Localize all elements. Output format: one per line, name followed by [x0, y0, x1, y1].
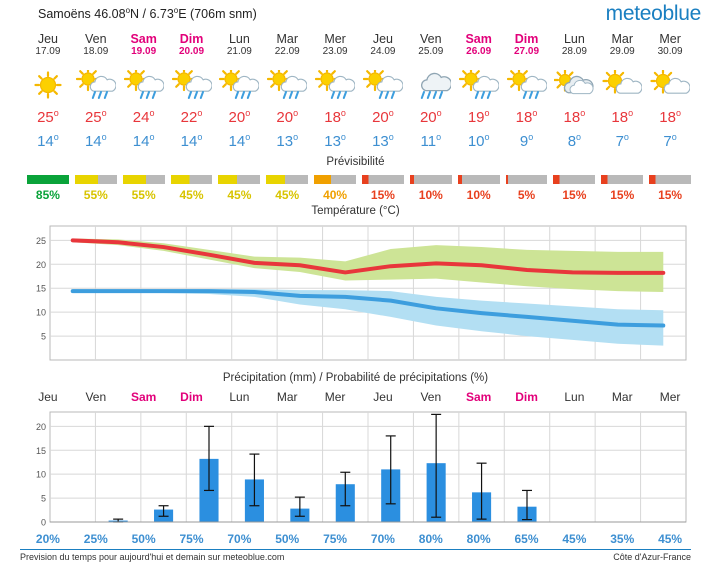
precipitation-day-label: Dim	[180, 390, 203, 404]
precipitation-day-label: Jeu	[373, 390, 393, 404]
partly-sunny-icon	[646, 70, 694, 104]
predictability-bar-fill	[458, 175, 500, 184]
day-date: 23.09	[322, 46, 348, 57]
max-temperature-value	[311, 108, 359, 126]
min-temperature-number: 11	[420, 133, 437, 150]
day-date: 20.09	[178, 46, 205, 57]
day-name: Jeu	[372, 32, 394, 46]
day-headers-row	[24, 32, 694, 58]
max-temperature-number: 18	[515, 109, 533, 126]
day-date: 26.09	[466, 46, 492, 57]
degree-symbol: o	[293, 132, 299, 142]
day-date: 21.09	[226, 46, 252, 57]
location-name: Samoëns 46.08	[38, 7, 126, 22]
day-header[interactable]	[215, 32, 263, 58]
min-temperature-number: 13	[324, 133, 341, 150]
min-temperature-number: 14	[37, 133, 54, 150]
predictability-value: 10%	[466, 188, 491, 202]
page-footer	[0, 552, 711, 562]
min-temperature-value	[598, 132, 646, 150]
temperature-chart-svg	[24, 220, 694, 368]
footer-right-text: Côte d'Azur-France	[613, 552, 691, 562]
page-header	[0, 0, 711, 28]
location-longitude: N / 6.73	[130, 7, 174, 22]
degree-symbol: o	[245, 108, 251, 118]
day-header[interactable]	[407, 32, 455, 58]
day-header[interactable]	[550, 32, 598, 58]
predictability-value: 55%	[131, 188, 156, 202]
precipitation-probability-value: 50%	[131, 532, 156, 546]
max-temperature-value	[407, 108, 455, 126]
precipitation-chart-title: Précipitation (mm) / Probabilité de précipitations (%)	[222, 372, 489, 384]
day-date: 30.09	[657, 46, 683, 57]
footer-divider	[20, 549, 691, 550]
precipitation-day-label: Mar	[611, 390, 633, 404]
predictability-value: 45%	[179, 188, 204, 202]
day-date: 28.09	[561, 46, 587, 57]
day-name: Ven	[420, 32, 442, 46]
max-temperature-number: 18	[611, 109, 629, 126]
min-temperature-value	[168, 132, 216, 150]
partly-sunny-shower-icon	[311, 70, 359, 104]
degree-symbol: o	[53, 108, 59, 118]
day-name: Dim	[514, 32, 539, 46]
day-name: Mar	[276, 32, 298, 46]
day-date: 19.09	[131, 46, 157, 57]
day-date: 24.09	[370, 46, 396, 57]
predictability-bar-fill	[410, 175, 452, 184]
day-header[interactable]	[72, 32, 120, 58]
degree-symbol: o	[528, 132, 534, 142]
sunny-icon	[24, 70, 72, 104]
max-temperature-value	[72, 108, 120, 126]
day-name: Ven	[85, 32, 107, 46]
degree-symbol: o	[101, 108, 107, 118]
degree-symbol: o	[576, 132, 582, 142]
degree-symbol: o	[675, 108, 681, 118]
partly-sunny-shower-icon	[120, 70, 168, 104]
predictability-bar	[215, 172, 263, 186]
partly-sunny-shower-icon	[359, 70, 407, 104]
degree-symbol: o	[623, 132, 629, 142]
predictability-value: 15%	[658, 188, 683, 202]
max-temperature-value	[503, 108, 551, 126]
day-name: Sam	[130, 32, 157, 46]
day-header[interactable]	[168, 32, 216, 58]
day-header[interactable]	[646, 32, 694, 58]
partly-sunny-icon	[598, 70, 646, 104]
predictability-bar-fill	[601, 175, 643, 184]
max-temperature-number: 24	[132, 109, 150, 126]
max-temperature-value	[646, 108, 694, 126]
max-temperature-number: 22	[180, 109, 198, 126]
degree-symbol: o	[293, 108, 299, 118]
precipitation-probability-value: 25%	[83, 532, 108, 546]
min-temperature-value	[24, 132, 72, 150]
max-temperature-number: 25	[37, 109, 54, 126]
max-temperature-value	[598, 108, 646, 126]
predictability-bar	[72, 172, 120, 186]
max-temperature-value	[120, 108, 168, 126]
precipitation-probability-value: 50%	[275, 532, 300, 546]
location-elevation: E (706m snm)	[178, 7, 257, 22]
degree-symbol: o	[532, 108, 538, 118]
degree-symbol: o	[197, 132, 203, 142]
partly-sunny-shower-icon	[215, 70, 263, 104]
degree-symbol: o	[149, 108, 155, 118]
day-name: Mar	[611, 32, 633, 46]
day-date: 22.09	[274, 46, 300, 57]
day-header[interactable]	[311, 32, 359, 58]
predictability-value: 45%	[227, 188, 252, 202]
precipitation-day-label: Jeu	[38, 390, 58, 404]
min-temperature-value	[359, 132, 407, 150]
min-temperature-number: 14	[84, 133, 102, 150]
precipitation-probability-value: 75%	[323, 532, 348, 546]
min-temperature-value	[503, 132, 551, 150]
temperature-chart-title: Température (°C)	[311, 205, 400, 217]
predictability-bar-fill	[27, 175, 69, 184]
day-name: Lun	[563, 32, 585, 46]
location-title	[38, 6, 257, 21]
day-header[interactable]	[359, 32, 407, 58]
min-temperature-value	[311, 132, 359, 150]
max-temperature-number: 18	[563, 109, 581, 126]
precipitation-chart[interactable]	[24, 406, 694, 536]
day-name: Jeu	[37, 32, 58, 46]
day-date: 25.09	[418, 46, 444, 57]
predictability-bar	[359, 172, 407, 186]
predictability-bar	[120, 172, 168, 186]
day-header[interactable]	[263, 32, 311, 58]
day-name: Mer	[659, 32, 681, 46]
min-temperature-number: 14	[228, 133, 246, 150]
day-header[interactable]	[24, 32, 72, 58]
predictability-bar	[503, 172, 551, 186]
latitude-degree-symbol: o	[125, 6, 131, 15]
precipitation-day-label: Lun	[229, 390, 250, 404]
min-temperature-number: 10	[467, 133, 485, 150]
degree-symbol: o	[628, 108, 634, 118]
footer-left-text: Prevision du temps pour aujourd'hui et demain sur meteoblue.com	[20, 552, 285, 562]
precipitation-day-label: Mer	[659, 390, 681, 404]
degree-symbol: o	[340, 108, 346, 118]
predictability-bar	[550, 172, 598, 186]
predictability-bar-fill	[506, 175, 548, 184]
max-temperature-value	[455, 108, 503, 126]
max-temperature-row	[24, 108, 694, 126]
max-temperature-number: 25	[84, 109, 102, 126]
min-temperature-value	[550, 132, 598, 150]
day-name: Lun	[228, 32, 250, 46]
min-temperature-number: 7	[663, 133, 672, 150]
predictability-bar-fill	[362, 175, 404, 184]
predictability-bar-fill	[649, 175, 691, 184]
min-temperature-value	[120, 132, 168, 150]
predictability-bar	[455, 172, 503, 186]
predictability-value: 15%	[370, 188, 395, 202]
predictability-value: 85%	[35, 188, 60, 202]
precipitation-probability-value: 75%	[179, 532, 204, 546]
min-temperature-row	[24, 132, 694, 150]
svg-text:10: 10	[35, 469, 46, 480]
degree-symbol: o	[149, 132, 155, 142]
rain-icon	[407, 70, 455, 104]
precipitation-day-label: Ven	[420, 390, 442, 404]
min-temperature-number: 14	[132, 133, 150, 150]
predictability-bar-fill	[314, 175, 356, 184]
max-temperature-value	[168, 108, 216, 126]
max-temperature-number: 18	[324, 109, 341, 126]
degree-symbol: o	[101, 132, 107, 142]
degree-symbol: o	[197, 108, 203, 118]
temperature-chart[interactable]	[24, 220, 694, 368]
partly-sunny-shower-icon	[455, 70, 503, 104]
degree-symbol: o	[484, 108, 490, 118]
min-temperature-value	[72, 132, 120, 150]
precipitation-day-label: Dim	[515, 390, 538, 404]
meteoblue-logo[interactable]: meteoblue	[605, 2, 701, 25]
predictability-value: 15%	[562, 188, 587, 202]
predictability-value: 15%	[610, 188, 635, 202]
max-temperature-number: 18	[659, 109, 676, 126]
svg-text:15: 15	[35, 283, 46, 294]
predictability-bar	[646, 172, 694, 186]
partly-sunny-shower-icon	[263, 70, 311, 104]
max-temperature-number: 19	[467, 109, 485, 126]
max-temperature-value	[550, 108, 598, 126]
day-date: 29.09	[609, 46, 635, 57]
min-temperature-number: 8	[567, 133, 577, 150]
day-date: 27.09	[514, 46, 540, 57]
longitude-degree-symbol: o	[173, 6, 179, 15]
degree-symbol: o	[484, 132, 490, 142]
svg-text:25: 25	[35, 235, 46, 246]
precipitation-probability-value: 80%	[418, 532, 443, 546]
svg-text:15: 15	[35, 445, 46, 456]
svg-text:20: 20	[35, 259, 46, 270]
precipitation-probability-value: 20%	[35, 532, 60, 546]
precipitation-day-headers	[24, 390, 694, 404]
predictability-bar	[598, 172, 646, 186]
precipitation-probability-value: 65%	[514, 532, 539, 546]
svg-text:5: 5	[40, 493, 46, 504]
predictability-bar-fill	[266, 175, 308, 184]
predictability-value: 45%	[275, 188, 300, 202]
day-date: 18.09	[83, 46, 109, 57]
predictability-bar-fill	[123, 175, 165, 184]
precipitation-probability-value: 70%	[370, 532, 395, 546]
degree-symbol: o	[436, 108, 442, 118]
day-header[interactable]	[503, 32, 551, 58]
cloudy-sun-icon	[550, 70, 598, 104]
degree-symbol: o	[436, 132, 442, 142]
precipitation-probability-value: 35%	[610, 532, 635, 546]
max-temperature-number: 20	[419, 109, 437, 126]
predictability-value: 40%	[323, 188, 348, 202]
max-temperature-number: 20	[228, 109, 246, 126]
min-temperature-number: 13	[372, 133, 389, 150]
min-temperature-value	[263, 132, 311, 150]
precipitation-probability-row	[24, 532, 694, 546]
degree-symbol: o	[580, 108, 586, 118]
svg-text:5: 5	[40, 331, 46, 342]
min-temperature-number: 7	[615, 133, 624, 150]
predictability-bar	[407, 172, 455, 186]
precipitation-probability-value: 45%	[658, 532, 683, 546]
predictability-bar	[263, 172, 311, 186]
day-date: 17.09	[35, 46, 61, 57]
predictability-bar	[24, 172, 72, 186]
min-temperature-number: 14	[180, 133, 198, 150]
max-temperature-value	[263, 108, 311, 126]
predictability-bar-fill	[171, 175, 213, 184]
precipitation-probability-value: 45%	[562, 532, 587, 546]
partly-sunny-shower-icon	[168, 70, 216, 104]
day-header[interactable]	[120, 32, 168, 58]
precipitation-chart-svg	[24, 406, 694, 536]
precipitation-day-label: Sam	[465, 390, 492, 404]
min-temperature-value	[215, 132, 263, 150]
partly-sunny-shower-icon	[72, 70, 120, 104]
svg-text:20: 20	[35, 421, 46, 432]
min-temperature-number: 9	[519, 133, 529, 150]
precipitation-day-label: Ven	[85, 390, 107, 404]
partly-sunny-shower-icon	[503, 70, 551, 104]
degree-symbol: o	[388, 132, 394, 142]
day-header[interactable]	[455, 32, 503, 58]
day-header[interactable]	[598, 32, 646, 58]
predictability-value: 5%	[517, 188, 536, 202]
predictability-bar	[168, 172, 216, 186]
degree-symbol: o	[671, 132, 677, 142]
max-temperature-number: 20	[372, 109, 389, 126]
svg-text:0: 0	[40, 517, 46, 528]
max-temperature-number: 20	[276, 109, 294, 126]
predictability-values-row	[24, 188, 694, 202]
precipitation-day-label: Lun	[564, 390, 585, 404]
predictability-value: 10%	[418, 188, 443, 202]
precipitation-probability-value: 70%	[227, 532, 252, 546]
min-temperature-value	[407, 132, 455, 150]
predictability-title: Prévisibilité	[326, 156, 385, 168]
precipitation-day-label: Mar	[276, 390, 298, 404]
predictability-bars-row	[24, 172, 694, 186]
degree-symbol: o	[340, 132, 346, 142]
precipitation-probability-value: 80%	[466, 532, 491, 546]
min-temperature-number: 13	[276, 133, 294, 150]
day-name: Sam	[465, 32, 492, 46]
predictability-bar	[311, 172, 359, 186]
min-temperature-value	[455, 132, 503, 150]
max-temperature-value	[215, 108, 263, 126]
min-temperature-value	[646, 132, 694, 150]
predictability-bar-fill	[553, 175, 595, 184]
day-name: Dim	[179, 32, 204, 46]
predictability-bar-fill	[75, 175, 117, 184]
degree-symbol: o	[245, 132, 251, 142]
precipitation-day-label: Sam	[130, 390, 157, 404]
max-temperature-value	[24, 108, 72, 126]
precipitation-day-label: Mer	[324, 390, 346, 404]
max-temperature-value	[359, 108, 407, 126]
day-name: Mer	[324, 32, 346, 46]
degree-symbol: o	[53, 132, 59, 142]
svg-text:10: 10	[35, 307, 46, 318]
predictability-bar-fill	[218, 175, 260, 184]
predictability-value: 55%	[83, 188, 108, 202]
weather-icons-row	[24, 70, 694, 104]
degree-symbol: o	[388, 108, 394, 118]
